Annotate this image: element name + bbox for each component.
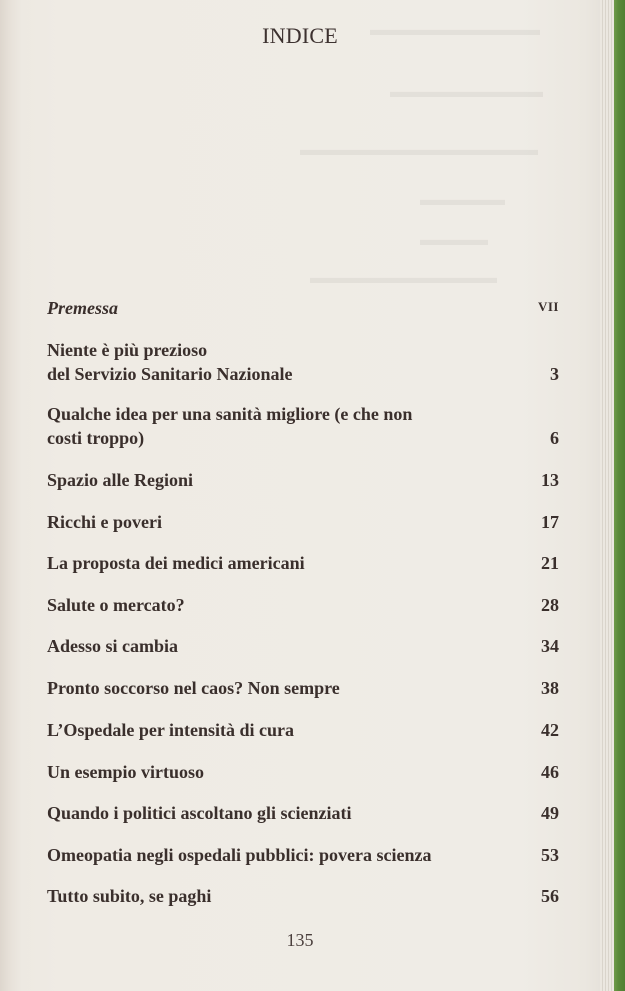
bleed-through-text: ▬▬▬▬▬▬▬▬▬▬▬ bbox=[310, 268, 497, 287]
toc-entry-page: 53 bbox=[541, 845, 559, 865]
toc-entry-premessa[interactable] bbox=[47, 296, 559, 320]
toc-entry[interactable] bbox=[47, 760, 559, 784]
toc-entry-page: 17 bbox=[541, 512, 559, 532]
toc-entry[interactable] bbox=[47, 510, 559, 534]
toc-entry[interactable] bbox=[47, 634, 559, 658]
toc-entry-label: Un esempio virtuoso bbox=[47, 762, 204, 782]
toc-entry-page: 13 bbox=[541, 470, 559, 490]
toc-entry[interactable] bbox=[47, 884, 559, 908]
toc-entry-page: 3 bbox=[550, 364, 559, 384]
toc-entry-label: Salute o mercato? bbox=[47, 595, 185, 615]
toc-entry-page: 38 bbox=[541, 678, 559, 698]
bleed-through-text: ▬▬▬▬▬▬▬▬▬ bbox=[390, 82, 543, 101]
toc-entry-page: 42 bbox=[541, 720, 559, 740]
toc-entry[interactable] bbox=[47, 718, 559, 742]
toc-entry-label-line2: costi troppo) bbox=[47, 428, 145, 448]
toc-entry-label: La proposta dei medici americani bbox=[47, 553, 305, 573]
toc-entry[interactable] bbox=[47, 402, 559, 450]
bleed-through-text: ▬▬▬▬ bbox=[420, 230, 488, 249]
toc-entry[interactable] bbox=[47, 338, 559, 386]
toc-entry-label: Quando i politici ascoltano gli scienziati bbox=[47, 803, 352, 823]
page-edges bbox=[600, 0, 614, 991]
toc-entry-page: 46 bbox=[541, 762, 559, 782]
page-number: 135 bbox=[286, 930, 314, 950]
bleed-through-text: ▬▬▬▬▬▬▬▬▬▬▬▬▬▬ bbox=[300, 140, 538, 159]
toc-entry-page: 56 bbox=[541, 886, 559, 906]
toc-entry[interactable] bbox=[47, 801, 559, 825]
toc-entry[interactable] bbox=[47, 468, 559, 492]
toc-entry-label-line1: Qualche idea per una sanità migliore (e che non bbox=[47, 404, 413, 424]
toc-entry[interactable] bbox=[47, 676, 559, 700]
bleed-through-text: ▬▬▬▬▬▬▬▬▬▬ bbox=[370, 20, 540, 39]
toc-entry-page: VII bbox=[537, 299, 559, 314]
toc-entry-label-line1: Niente è più prezioso bbox=[47, 340, 208, 360]
toc-entry-label-line2: del Servizio Sanitario Nazionale bbox=[47, 364, 293, 384]
bleed-through-text: ▬▬▬▬▬ bbox=[420, 190, 505, 209]
toc-entry-page: 28 bbox=[541, 595, 559, 615]
toc-entry-label: Ricchi e poveri bbox=[47, 512, 162, 532]
toc-entry[interactable] bbox=[47, 551, 559, 575]
toc-entry-label: Adesso si cambia bbox=[47, 636, 179, 656]
toc-entry[interactable] bbox=[47, 593, 559, 617]
index-title: INDICE bbox=[262, 22, 338, 48]
toc-entry-label: Omeopatia negli ospedali pubblici: povera scienza bbox=[47, 845, 432, 865]
toc-entry-label: L’Ospedale per intensità di cura bbox=[47, 720, 295, 740]
toc-entry-page: 6 bbox=[550, 428, 559, 448]
toc-entry[interactable] bbox=[47, 843, 559, 867]
toc-entry-page: 49 bbox=[541, 803, 559, 823]
toc-entry-label: Spazio alle Regioni bbox=[47, 470, 194, 490]
toc-entry-label: Tutto subito, se paghi bbox=[47, 886, 212, 906]
toc-entry-page: 34 bbox=[541, 636, 559, 656]
toc-entry-label: Premessa bbox=[47, 298, 118, 318]
green-cover-edge bbox=[614, 0, 625, 991]
toc-entry-page: 21 bbox=[541, 553, 559, 573]
toc-entry-label: Pronto soccorso nel caos? Non sempre bbox=[47, 678, 340, 698]
